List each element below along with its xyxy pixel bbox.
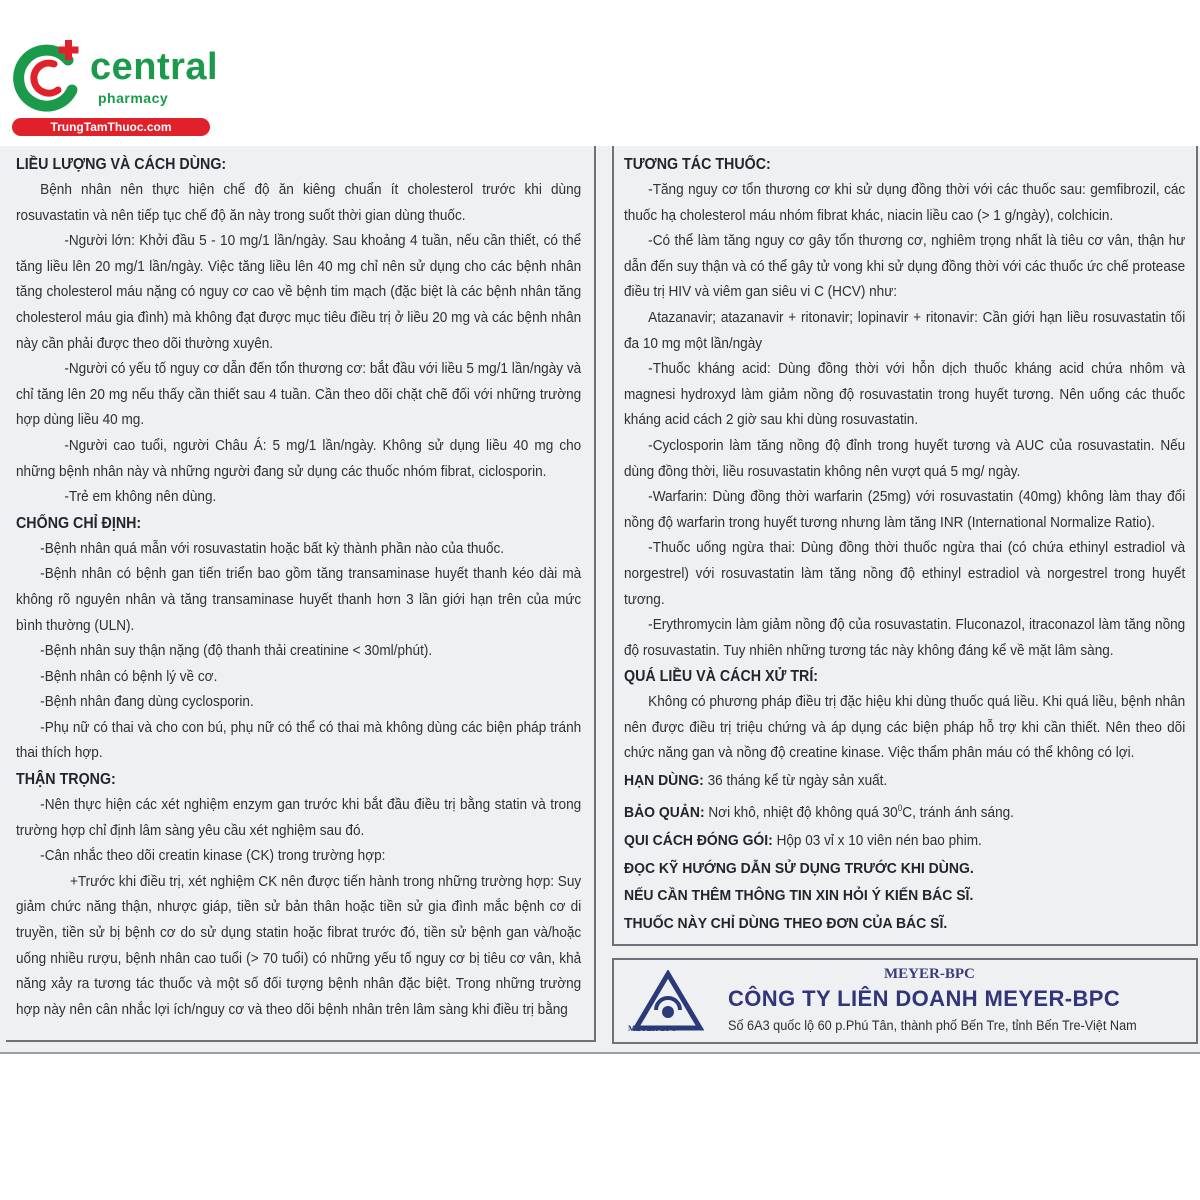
interaction-item: -Warfarin: Dùng đồng thời warfarin (25mg) với rosuvastatin (40mg) không làm thay đổi nồng độ warfarin trong huyết tương nhưng làm tăng INR (International Normalize Ratio). bbox=[624, 489, 1186, 531]
logo-mark-icon bbox=[10, 38, 90, 118]
storage-degree: 0 bbox=[897, 803, 903, 814]
precaution-item: -Cân nhắc theo dõi creatin kinase (CK) trong trường hợp: bbox=[40, 848, 386, 865]
logo-wordmark: central bbox=[90, 46, 219, 88]
right-column bbox=[612, 146, 1198, 946]
leaflet-scan bbox=[0, 146, 1200, 1054]
expiry-label: HẠN DÙNG: bbox=[624, 772, 704, 790]
expiry-value: 36 tháng kể từ ngày sản xuất. bbox=[703, 773, 888, 790]
packaging-line bbox=[624, 827, 1185, 855]
dosage-elderly: -Người cao tuổi, người Châu Á: 5 mg/1 lần/ngày. Không sử dụng liều 40 mg cho những bệnh nhân này và những người đang sử dụng các thuốc nhóm fibrat, ciclosporin. bbox=[16, 437, 582, 480]
storage-line bbox=[624, 795, 1185, 827]
company-brand: MEYER-BPC bbox=[884, 966, 975, 982]
warning-prescription-only: THUỐC NÀY CHỈ DÙNG THEO ĐƠN CỦA BÁC SĨ. bbox=[624, 914, 948, 932]
contraindication-item: -Bệnh nhân suy thận nặng (độ thanh thải creatinine < 30ml/phút). bbox=[40, 643, 433, 660]
left-column bbox=[6, 146, 596, 1042]
storage-value: Nơi khô, nhiệt độ không quá 30 bbox=[704, 804, 898, 821]
contraindication-item: -Bệnh nhân có bệnh gan tiến triển bao gồm tăng transaminase huyết thanh kéo dài mà không rõ nguyên nhân và tăng transaminase huyết thanh hơn 3 lần giới hạn trên của mức bình thường (ULN). bbox=[16, 566, 582, 634]
storage-label: BẢO QUẢN: bbox=[624, 803, 705, 821]
logo-url-badge: TrungTamThuoc.com bbox=[12, 118, 210, 136]
company-name: CÔNG TY LIÊN DOANH MEYER-BPC bbox=[728, 986, 1121, 1011]
contraindication-item: -Bệnh nhân có bệnh lý về cơ. bbox=[40, 668, 218, 685]
contraindication-item: -Bệnh nhân quá mẫn với rosuvastatin hoặc bất kỳ thành phần nào của thuốc. bbox=[40, 540, 505, 557]
central-pharmacy-logo[interactable] bbox=[10, 38, 230, 138]
packaging-label: QUI CÁCH ĐÓNG GÓI: bbox=[624, 831, 773, 849]
precautions-heading: THẬN TRỌNG: bbox=[16, 771, 116, 789]
dosage-adults: -Người lớn: Khởi đầu 5 - 10 mg/1 lần/ngày. Sau khoảng 4 tuần, nếu cần thiết, có thể tăng liều lên 20 mg/1 lần/ngày. Việc tăng liều lên 40 mg chỉ nên sử dụng cho các bệnh nhân tăng cholesterol máu nặng có nguy cơ cao về bệnh tim mạch (đặc biệt là các bệnh nhân tăng cholesterol máu gia đình) mà không đạt được mục tiêu điều trị ở liều 20 mg và các bệnh nhân này cần phải được theo dõi thường xuyên. bbox=[16, 233, 582, 352]
warning-ask-doctor: NẾU CẦN THÊM THÔNG TIN XIN HỎI Ý KIẾN BÁC SĨ. bbox=[624, 887, 974, 905]
expiry-line bbox=[624, 767, 1185, 795]
interaction-item: -Erythromycin làm giảm nồng độ của rosuvastatin. Fluconazol, itraconazol làm tăng nồng độ rosuvastatin. Tuy nhiên những tương tác này không đáng kể về mặt lâm sàng. bbox=[624, 617, 1186, 659]
interaction-item: -Có thể làm tăng nguy cơ gây tổn thương cơ, nghiêm trọng nhất là tiêu cơ vân, thận hư dẫn đến suy thận và có thể gây tử vong khi sử dụng đồng thời với các thuốc ức chế protease điều trị HIV và viêm gan siêu vi C (HCV) như: bbox=[624, 233, 1186, 301]
dosage-heading: LIỀU LƯỢNG VÀ CÁCH DÙNG: bbox=[16, 156, 227, 173]
dosage-children: -Trẻ em không nên dùng. bbox=[64, 489, 217, 506]
overdose-paragraph: Không có phương pháp điều trị đặc hiệu khi dùng thuốc quá liều. Khi quá liều, bệnh nhân nên được điều trị triệu chứng và áp dụng các biện pháp hỗ trợ khi cần thiết. Nên theo dõi chức năng gan và nồng độ creatine kinase. Việc thẩm phân máu có thể không có lợi. bbox=[624, 694, 1186, 762]
company-address: Số 6A3 quốc lộ 60 p.Phú Tân, thành phố Bến Tre, tỉnh Bến Tre-Việt Nam bbox=[728, 1018, 1137, 1033]
interaction-item: -Cyclosporin làm tăng nồng độ đỉnh trong huyết tương và AUC của rosuvastatin. Nếu dùng đồng thời, liều rosuvastatin không nên vượt quá 5 mg/ ngày. bbox=[624, 437, 1186, 480]
logo-subtitle: pharmacy bbox=[98, 90, 169, 106]
contraindication-item: -Phụ nữ có thai và cho con bú, phụ nữ có thể có thai mà không dùng các biện pháp tránh thai thích hợp. bbox=[16, 719, 582, 762]
manufacturer-box bbox=[612, 958, 1198, 1044]
interaction-item: Atazanavir; atazanavir + ritonavir; lopinavir + ritonavir: Cần giới hạn liều rosuvastatin tối đa 10 mg một lần/ngày bbox=[624, 309, 1186, 352]
storage-value-end: C, tránh ánh sáng. bbox=[902, 804, 1014, 821]
precaution-subitem: +Trước khi điều trị, xét nghiệm CK nên được tiến hành trong những trường hợp: Suy giảm chức năng thận, nhược giáp, tiền sử bản thân hoặc tiền sử gia đình mắc bệnh cơ di truyền, tiền sử bị bệnh cơ do sử dụng statin hoặc fibrat trước đó, tiền sử bệnh gan và/hoặc uống nhiều rượu, bệnh nhân cao tuổi (> 70 tuổi) có những yếu tố nguy cơ bị tiêu cơ vân, khả năng xảy ra tương tác thuốc và một số đối tượng bệnh nhân đặc biệt. Trong những trường hợp này nên cân nhắc lợi ích/nguy cơ và theo dõi bệnh nhân trên lâm sàng khi điều trị bằng bbox=[16, 873, 582, 1018]
dosage-paragraph: Bệnh nhân nên thực hiện chế độ ăn kiêng chuẩn ít cholesterol trước khi dùng rosuvastatin và nên tiếp tục chế độ ăn này trong suốt thời gian dùng thuốc. bbox=[16, 182, 582, 224]
interaction-item: -Tăng nguy cơ tổn thương cơ khi sử dụng đồng thời với các thuốc sau: gemfibrozil, các thuốc hạ cholesterol máu nhóm fibrat khác, niacin liều cao (> 1 g/ngày), colchicin. bbox=[624, 182, 1186, 224]
warning-read-instructions: ĐỌC KỸ HƯỚNG DẪN SỬ DỤNG TRƯỚC KHI DÙNG. bbox=[624, 859, 974, 877]
dosage-risk-factors: -Người có yếu tố nguy cơ dẫn đến tổn thương cơ: bắt đầu với liều 5 mg/1 lần/ngày và chỉ tăng lên 20 mg nếu thấy cần thiết sau 4 tuần. Cần theo dõi chặt chẽ đối với những trường hợp dùng liều 40 mg. bbox=[16, 361, 582, 429]
packaging-value: Hộp 03 vỉ x 10 viên nén bao phim. bbox=[772, 832, 982, 849]
interaction-item: -Thuốc kháng acid: Dùng đồng thời với hỗn dịch thuốc kháng acid chứa nhôm và magnesi hydroxyd làm giảm nồng độ rosuvastatin trong huyết tương. Nên uống các thuốc kháng acid cách 2 giờ sau khi dùng rosuvastatin. bbox=[624, 361, 1186, 429]
logo-caption: MEYER-BPC bbox=[628, 1024, 677, 1033]
interaction-item: -Thuốc uống ngừa thai: Dùng đồng thời thuốc ngừa thai (có chứa ethinyl estradiol và norgestrel) với rosuvastatin làm tăng nồng độ ethinyl estradiol và norgestrel trong huyết tương. bbox=[624, 540, 1186, 608]
interactions-heading: TƯƠNG TÁC THUỐC: bbox=[624, 156, 771, 173]
precaution-item: -Nên thực hiện các xét nghiệm enzym gan trước khi bắt đầu điều trị bằng statin và trong trường hợp chỉ định lâm sàng yêu cầu xét nghiệm sau đó. bbox=[16, 797, 582, 839]
contraindications-heading: CHỐNG CHỈ ĐỊNH: bbox=[16, 514, 142, 532]
contraindication-item: -Bệnh nhân đang dùng cyclosporin. bbox=[40, 694, 254, 711]
overdose-heading: QUÁ LIỀU VÀ CÁCH XỬ TRÍ: bbox=[624, 668, 819, 686]
